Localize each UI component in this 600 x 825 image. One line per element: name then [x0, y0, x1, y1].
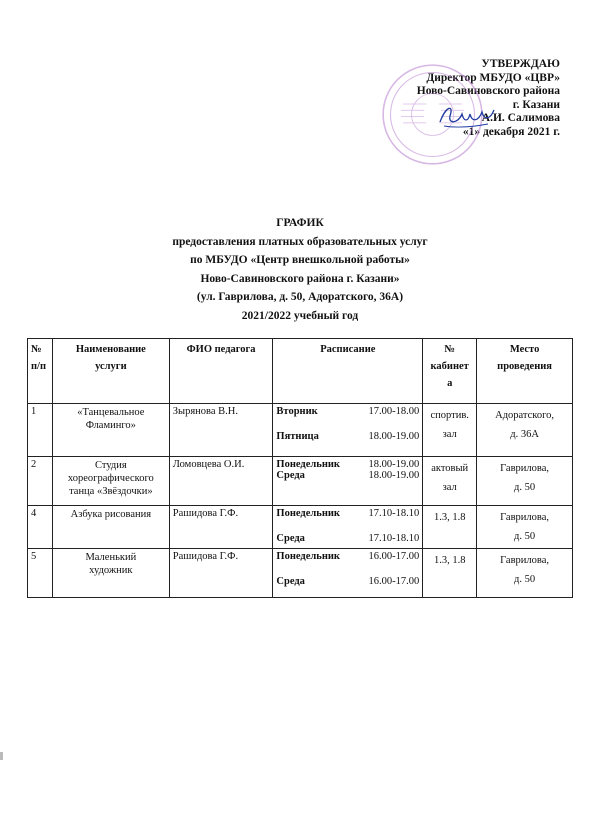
time-range: 18.00-19.00 — [368, 470, 420, 481]
service-name: Маленький художник — [52, 549, 169, 598]
approval-line: УТВЕРЖДАЮ — [481, 58, 560, 70]
table-row — [28, 457, 573, 506]
teacher-name: Ломовцева О.И. — [169, 457, 273, 506]
row-number: 5 — [28, 549, 53, 598]
schedule-slot — [276, 459, 419, 470]
approval-line: А.И. Салимова — [481, 112, 560, 124]
weekday: Среда — [276, 576, 305, 587]
place-cell: Гаврилова, д. 50 — [477, 506, 573, 549]
time-range: 17.10-18.10 — [368, 508, 420, 519]
time-range: 17.10-18.10 — [368, 533, 420, 544]
weekday: Среда — [276, 533, 305, 544]
document-subtitle: предоставления платных образовательных услуг — [172, 235, 428, 248]
schedule-slot — [276, 406, 419, 417]
room-cell: спортив. зал — [423, 404, 477, 457]
room-cell: 1.3, 1.8 — [423, 506, 477, 549]
table-header-row — [28, 339, 573, 404]
schedule-cell — [273, 457, 423, 506]
header-schedule: Расписание — [273, 339, 423, 404]
time-range: 16.00-17.00 — [368, 576, 420, 587]
document-subtitle: Ново-Савиновского района г. Казани» — [200, 272, 400, 285]
place-cell: Адоратского, д. 36А — [477, 404, 573, 457]
header-room: № кабинет а — [423, 339, 477, 404]
schedule-slot — [276, 431, 419, 442]
weekday: Понедельник — [276, 551, 340, 562]
header-number: № п/п — [28, 339, 53, 404]
document-address: (ул. Гаврилова, д. 50, Адоратского, 36А) — [196, 291, 404, 303]
place-cell: Гаврилова, д. 50 — [477, 457, 573, 506]
approval-line: Директор МБУДО «ЦВР» — [426, 71, 560, 84]
document-title-block — [0, 214, 600, 325]
document-subtitle: по МБУДО «Центр внешкольной работы» — [190, 254, 410, 266]
approval-line: «1» декабря 2021 г. — [462, 125, 560, 138]
signature — [436, 100, 496, 132]
header-teacher: ФИО педагога — [169, 339, 273, 404]
weekday: Среда — [276, 470, 305, 481]
scan-edge-mark — [0, 752, 3, 760]
weekday: Пятница — [276, 431, 319, 442]
table-row — [28, 506, 573, 549]
schedule-cell — [273, 506, 423, 549]
weekday: Вторник — [276, 406, 318, 417]
weekday: Понедельник — [276, 459, 340, 470]
academic-year: 2021/2022 учебный год — [241, 309, 359, 322]
document-title: ГРАФИК — [276, 217, 324, 229]
service-name: Азбука рисования — [52, 506, 169, 549]
schedule-slot — [276, 576, 419, 587]
row-number: 2 — [28, 457, 53, 506]
schedule-slot — [276, 470, 419, 481]
row-number: 4 — [28, 506, 53, 549]
schedule-cell — [273, 404, 423, 457]
place-cell: Гаврилова, д. 50 — [477, 549, 573, 598]
table-row — [28, 549, 573, 598]
schedule-slot — [276, 508, 419, 519]
schedule-slot — [276, 551, 419, 562]
approval-line: г. Казани — [512, 98, 560, 111]
time-range: 18.00-19.00 — [368, 459, 420, 470]
schedule-cell — [273, 549, 423, 598]
table-row — [28, 404, 573, 457]
room-cell: актовый зал — [423, 457, 477, 506]
time-range: 18.00-19.00 — [368, 431, 420, 442]
teacher-name: Рашидова Г.Ф. — [169, 549, 273, 598]
time-range: 16.00-17.00 — [368, 551, 420, 562]
row-number: 1 — [28, 404, 53, 457]
schedule-table — [27, 338, 573, 598]
weekday: Понедельник — [276, 508, 340, 519]
schedule-slot — [276, 533, 419, 544]
header-service-name: Наименование услуги — [52, 339, 169, 404]
approval-line: Ново-Савиновского района — [416, 85, 560, 97]
header-place: Место проведения — [477, 339, 573, 404]
service-name: «Танцевальное Фламинго» — [52, 404, 169, 457]
teacher-name: Зырянова В.Н. — [169, 404, 273, 457]
time-range: 17.00-18.00 — [368, 406, 420, 417]
room-cell: 1.3, 1.8 — [423, 549, 477, 598]
service-name: Студия хореографического танца «Звёздочки» — [52, 457, 169, 506]
teacher-name: Рашидова Г.Ф. — [169, 506, 273, 549]
